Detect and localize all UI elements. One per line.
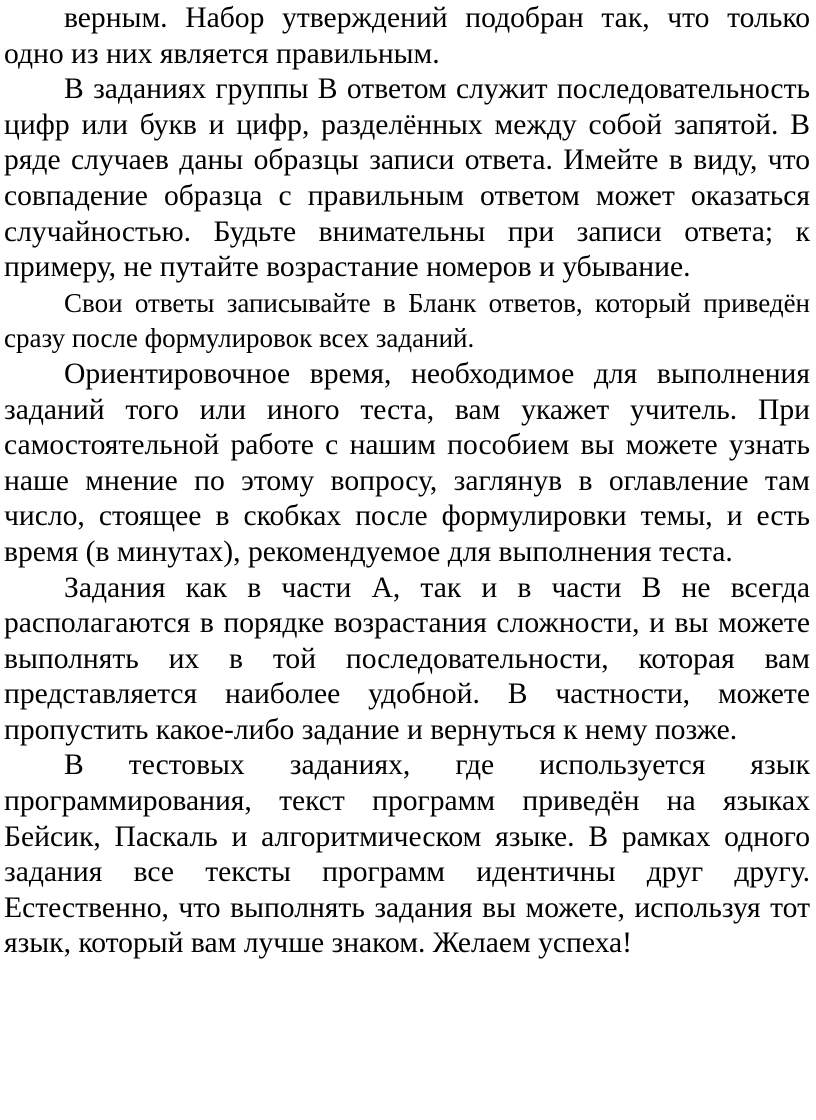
paragraph-time: Ориентировочное время, необходимое для выполнения заданий того или иного теста, вам укажет учитель. При самостоятельной работе с нашим пособием вы можете узнать наше мнение по этому вопросу, заглянув в оглавление там число, стоящее в скобках после формулировки темы, и есть время (в минутах), рекомендуемое для выполнения теста. <box>4 357 810 568</box>
paragraph-answers-group-b: В заданиях группы В ответом служит последовательность цифр или букв и цифр, разделённых между собой запятой. В ряде случаев даны образцы записи ответа. Имейте в виду, что совпадение образца с правильным ответом может оказаться случайностью. Будьте внимательны при записи ответа; к примеру, не путайте возрастание номеров и убывание. <box>4 73 810 284</box>
paragraph-programming-language: В тестовых заданиях, где используется язык программирования, текст программ приведён на языках Бейсик, Паскаль и алгоритмическом языке. В рамках одного задания все тексты программ идентичны друг другу. Естественно, что выполнять задания вы можете, используя тот язык, который вам лучше знаком. Желаем успеха! <box>4 749 810 960</box>
paragraph-continuation: верным. Набор утверждений подобран так, что только одно из них является правильным. <box>4 2 810 70</box>
paragraph-order: Задания как в части А, так и в части В не всегда располагаются в порядке возрастания сложности, и вы можете выполнять их в той последовательности, которая вам представляется наиболее удобной. В частности, можете пропустить какое-либо задание и вернуться к нему позже. <box>4 571 810 746</box>
paragraph-answer-sheet: Свои ответы записывайте в Бланк ответов, который приведён сразу после формулировок всех заданий. <box>4 287 810 354</box>
